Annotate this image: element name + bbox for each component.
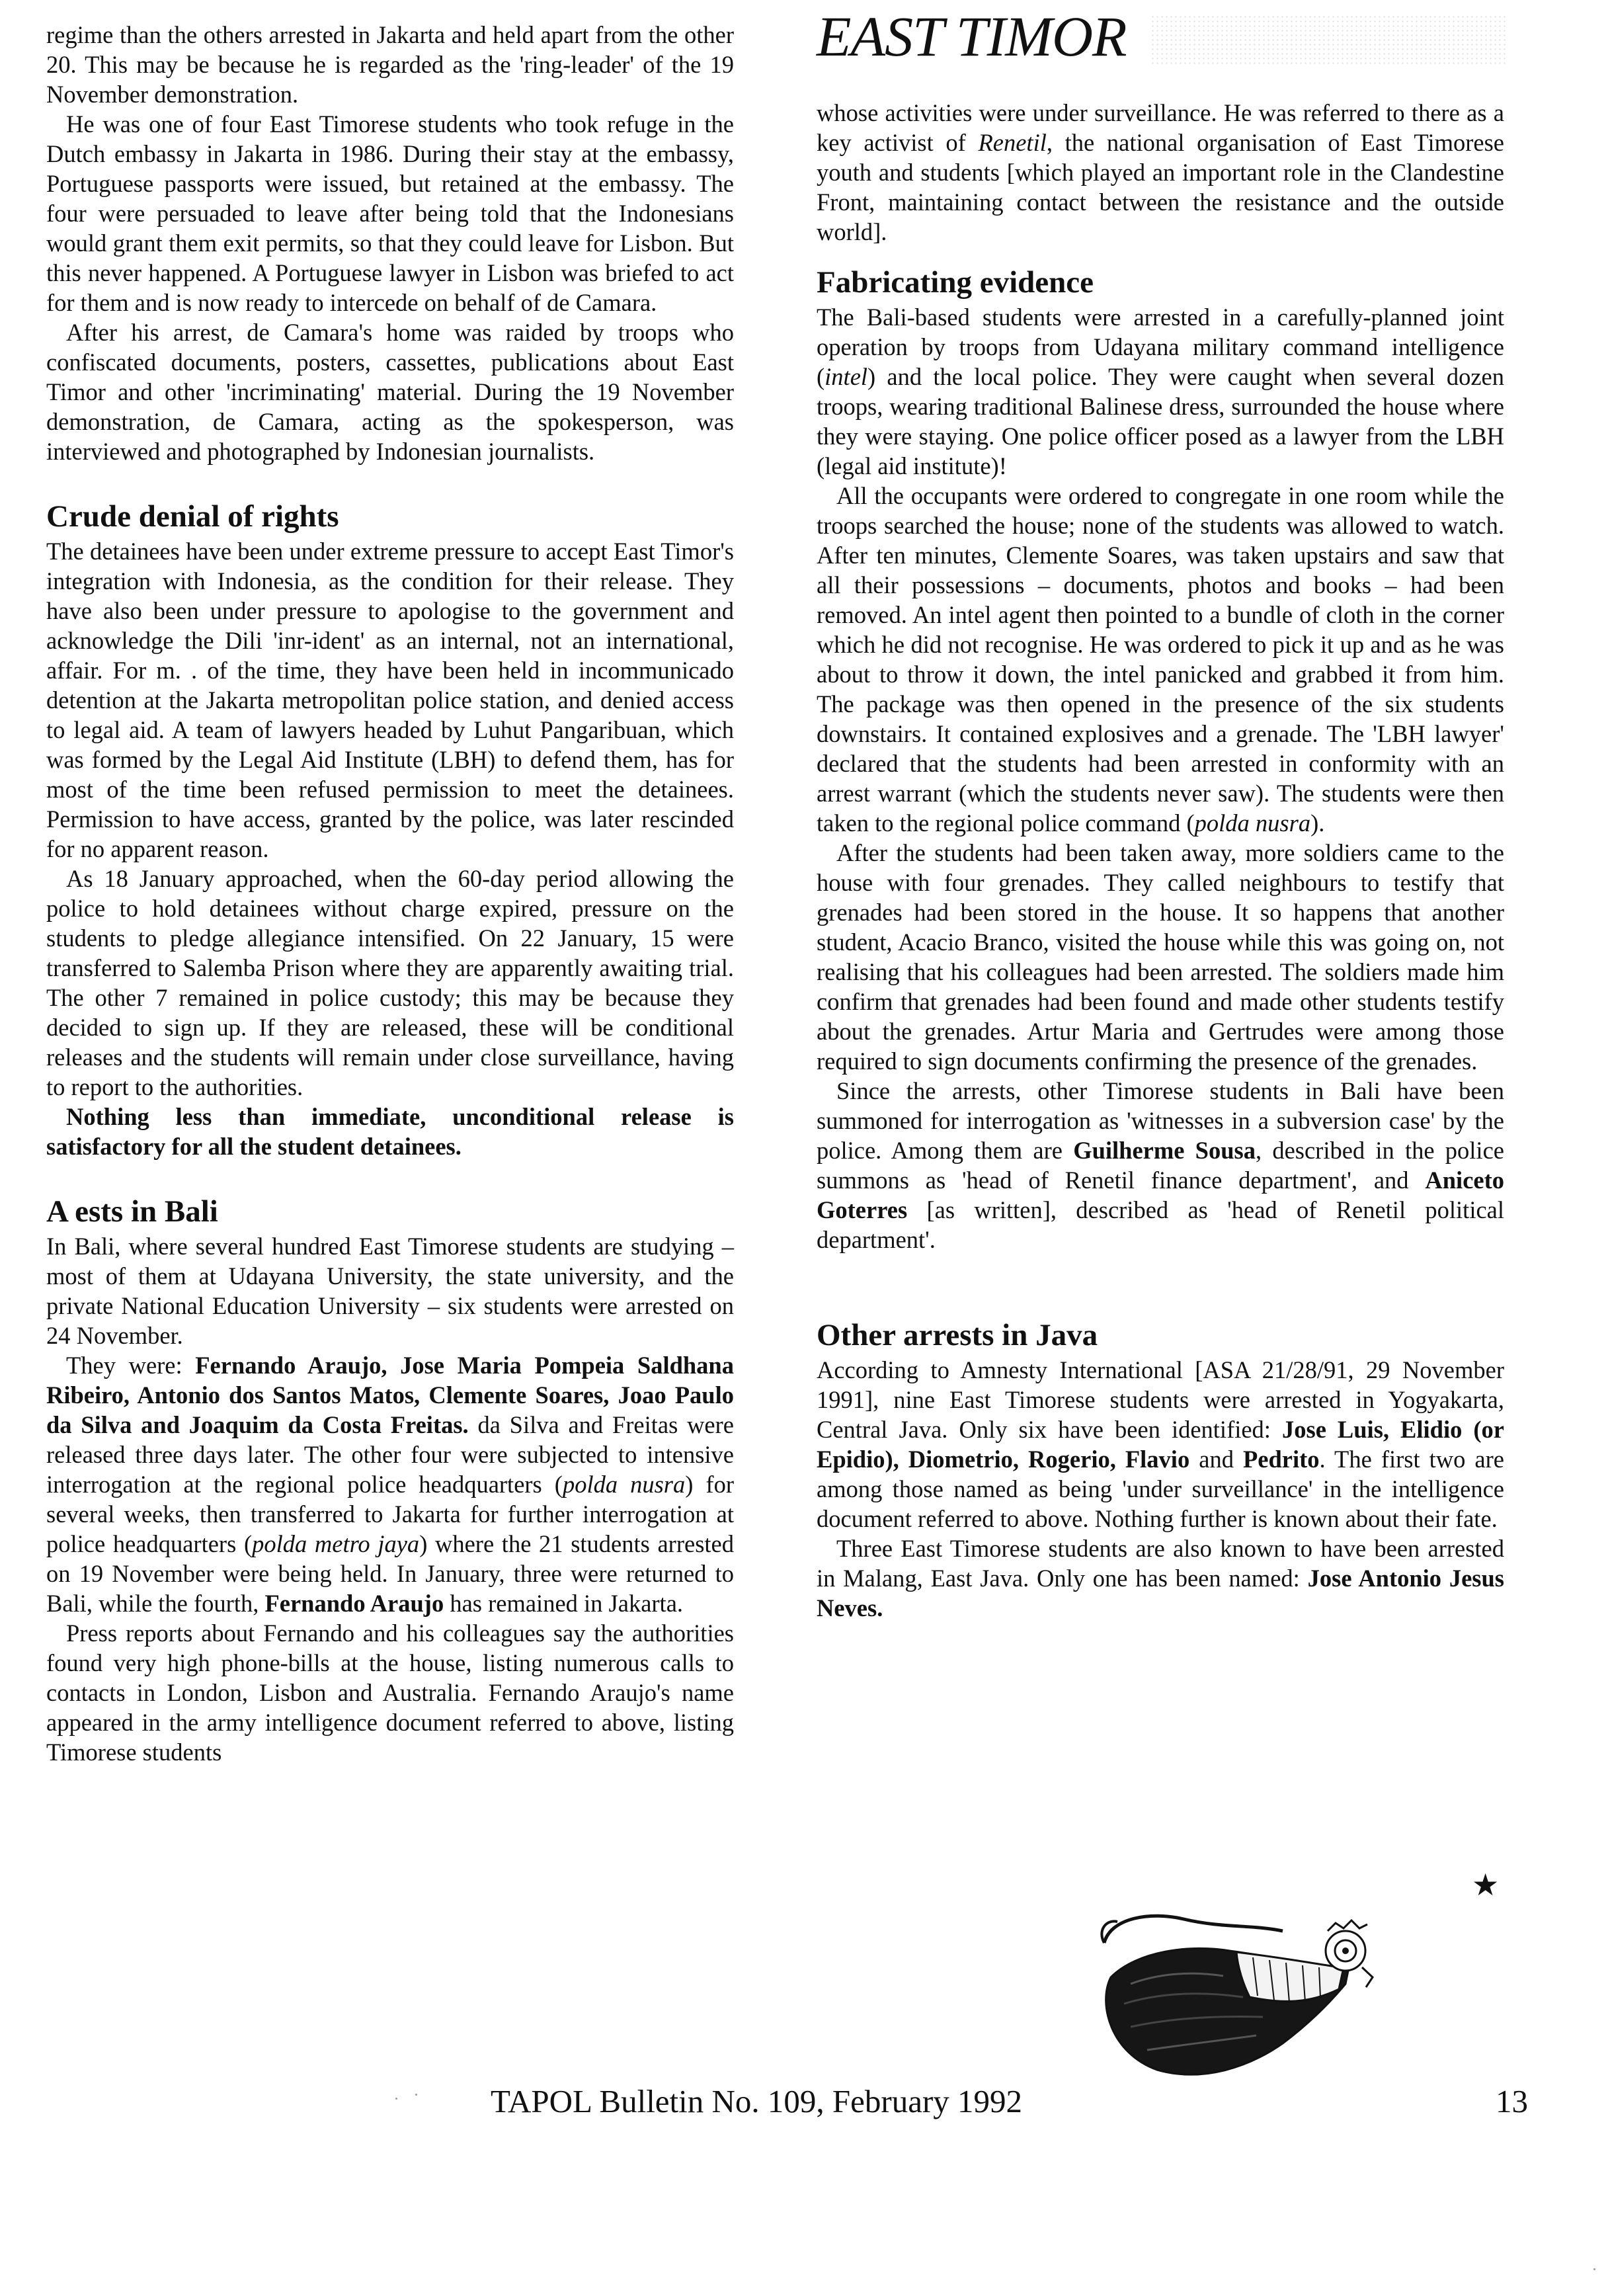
student-names: Jose Luis, Elidio (or Epidio), Diometrio, Rogerio, Flavio (817, 1416, 1504, 1473)
paragraph: Since the arrests, other Timorese students in Bali have been summoned for interrogation as 'witnesses in a subversion case' by the police. Among them are Guilherme Sousa, described in the police summons as 'head of Renetil finance department', and Aniceto Goterres [as written], described as 'head of Renetil political department'. (817, 1077, 1504, 1253)
section-heading-crude-denial: Crude denial of rights (46, 499, 339, 534)
section-header: EAST TIMOR (817, 5, 1127, 68)
paragraph: Press reports about Fernando and his colleagues say the authorities found very high phone-bills at the house, listing numerous calls to contacts in London, Lisbon and Australia. Fernando Araujo's name appeared in the army intelligence document referred to above, listing Timorese students (46, 1620, 734, 1766)
paragraph: regime than the others arrested in Jakarta and held apart from the other 20. This may be because he is regarded as the 'ring-leader' of the 19 November demonstration. (46, 21, 734, 108)
paragraph: whose activities were under surveillance. He was referred to there as a key activist of Renetil, the national organisation of East Timorese youth and students [which played an important role in the Clandestine Front, maintaining contact between the resistance and the outside world]. (817, 99, 1504, 245)
paragraph: In Bali, where several hundred East Timorese students are studying – most of them at Udayana University, the state university, and the private National Education University – six students were arrested on 24 November. (46, 1233, 734, 1349)
paragraph: Three East Timorese students are also known to have been arrested in Malang, East Java. Only one has been named: Jose Antonio Jesus Neves. (817, 1535, 1504, 1621)
paragraph: He was one of four East Timorese students who took refuge in the Dutch embassy in Jakarta in 1986. During their stay at the embassy, Portuguese passports were issued, but retained at the embassy. The four were persuaded to leave after being told that the Indonesians would grant them exit permits, so that they could leave for Lisbon. But this never happened. A Portuguese lawyer in Lisbon was briefed to act for them and is now ready to intercede on behalf of de Camara. (46, 110, 734, 316)
paragraph: The detainees have been under extreme pressure to accept East Timor's integration with Indonesia, as the condition for their release. They have also been under pressure to apologise to the government and acknowledge the Dili 'inr-ident' as an internal, not an international, affair. For m. . of the time, they have been held in incommunicado detention at the Jakarta metropolitan police station, and denied access to legal aid. A team of lawyers headed by Luhut Pangaribuan, which was formed by the Legal Aid Institute (LBH) to defend them, has for most of the time been refused permission to meet the detainees. Permission to have access, granted by the police, was later rescinded for no apparent reason. (46, 538, 734, 862)
paragraph: They were: Fernando Araujo, Jose Maria Pompeia Saldhana Ribeiro, Antonio dos Santos Matos, Clemente Soares, Joao Paulo da Silva and Joaquim da Costa Freitas. da Silva and Freitas were released three days later. The other four were subjected to intensive interrogation at the regional police headquarters (polda nusra) for several weeks, then transferred to Jakarta for further interrogation at police headquarters (polda metro jaya) where the 21 students arrested on 19 November were being held. In January, three were returned to Bali, while the fourth, Fernando Araujo has remained in Jakarta. (46, 1352, 734, 1617)
paragraph: As 18 January approached, when the 60-day period allowing the police to hold detainees without charge expired, pressure on the students to pledge allegiance intensified. On 22 January, 15 were transferred to Salemba Prison where they are apparently awaiting trial. The other 7 remained in police custody; this may be because they decided to sign up. If they are released, these will be conditional releases and the students will remain under close surveillance, having to report to the authorities. (46, 865, 734, 1100)
right-column (817, 98, 1504, 1623)
scan-speck (1593, 2268, 1595, 2270)
woven-bag-illustration-icon (1084, 1905, 1375, 2096)
student-name: Guilherme Sousa (1073, 1137, 1256, 1164)
student-name: Pedrito (1242, 1446, 1320, 1473)
scan-speck (415, 2094, 417, 2096)
paragraph: After his arrest, de Camara's home was raided by troops who confiscated documents, posters, cassettes, publications about East Timor and other 'incriminating' material. During the 19 November demonstration, de Camara, acting as the spokesperson, was interviewed and photographed by Indonesian journalists. (46, 319, 734, 465)
scan-speck (395, 2098, 397, 2100)
paragraph: After the students had been taken away, more soldiers came to the house with four grenades. They called neighbours to testify that grenades had been stored in the house. It so happens that another student, Acacio Branco, visited the house while this was going on, not realising that his colleagues had been arrested. The soldiers made him confirm that grenades had been found and made other students testify about the grenades. Artur Maria and Gertrudes were among those required to sign documents confirming the presence of the grenades. (817, 839, 1504, 1075)
paragraph: The Bali-based students were arrested in a carefully-planned joint operation by troops from Udayana military command intelligence (intel) and the local police. They were caught when several dozen troops, wearing traditional Balinese dress, surrounded the house where they were staying. One police officer posed as a lawyer from the LBH (legal aid institute)! (817, 304, 1504, 479)
section-heading-fabricating-evidence: Fabricating evidence (817, 265, 1094, 300)
student-name: Fernando Araujo (264, 1590, 444, 1617)
page-number: 13 (1496, 2083, 1528, 2119)
end-star-icon: ★ (1472, 1868, 1500, 1902)
section-heading-arrests-bali: A ests in Bali (46, 1194, 218, 1229)
student-names: Fernando Araujo, Jose Maria Pompeia Saldhana Ribeiro, Antonio dos Santos Matos, Clemente Soares, Joao Paulo da Silva and Joaquim da Costa Freitas. (46, 1352, 734, 1438)
student-name: Aniceto Goterres (817, 1167, 1504, 1223)
paragraph: All the occupants were ordered to congregate in one room while the troops searched the house; none of the students was allowed to watch. After ten minutes, Clemente Soares, was taken upstairs and saw that all their possessions – documents, photos and books – had been removed. An intel agent then pointed to a bundle of cloth in the corner which he did not recognise. He was ordered to pick it up and as he was about to throw it down, the intel panicked and grabbed it from him. The package was then opened in the presence of the six students downstairs. It contained explosives and a grenade. The 'LBH lawyer' declared that the students had been arrested in conformity with an arrest warrant (which the students never saw). The students were then taken to the regional police command (polda nusra). (817, 482, 1504, 837)
header-texture (1150, 15, 1508, 64)
paragraph: According to Amnesty International [ASA 21/28/91, 29 November 1991], nine East Timorese students were arrested in Yogyakarta, Central Java. Only six have been identified: Jose Luis, Elidio (or Epidio), Diometrio, Rogerio, Flavio and Pedrito. The first two are among those named as being 'under surveillance' in the intelligence document referred to above. Nothing further is known about their fate. (817, 1356, 1504, 1532)
paragraph (46, 1102, 734, 1161)
call-to-action: Nothing less than immediate, unconditional release is satisfactory for all the student detainees. (46, 1103, 734, 1160)
student-name: Jose Antonio Jesus Neves. (817, 1565, 1504, 1621)
footer-publication-title: TAPOL Bulletin No. 109, February 1992 (491, 2083, 1023, 2119)
left-column (46, 20, 734, 1767)
section-heading-other-arrests-java: Other arrests in Java (817, 1318, 1098, 1352)
